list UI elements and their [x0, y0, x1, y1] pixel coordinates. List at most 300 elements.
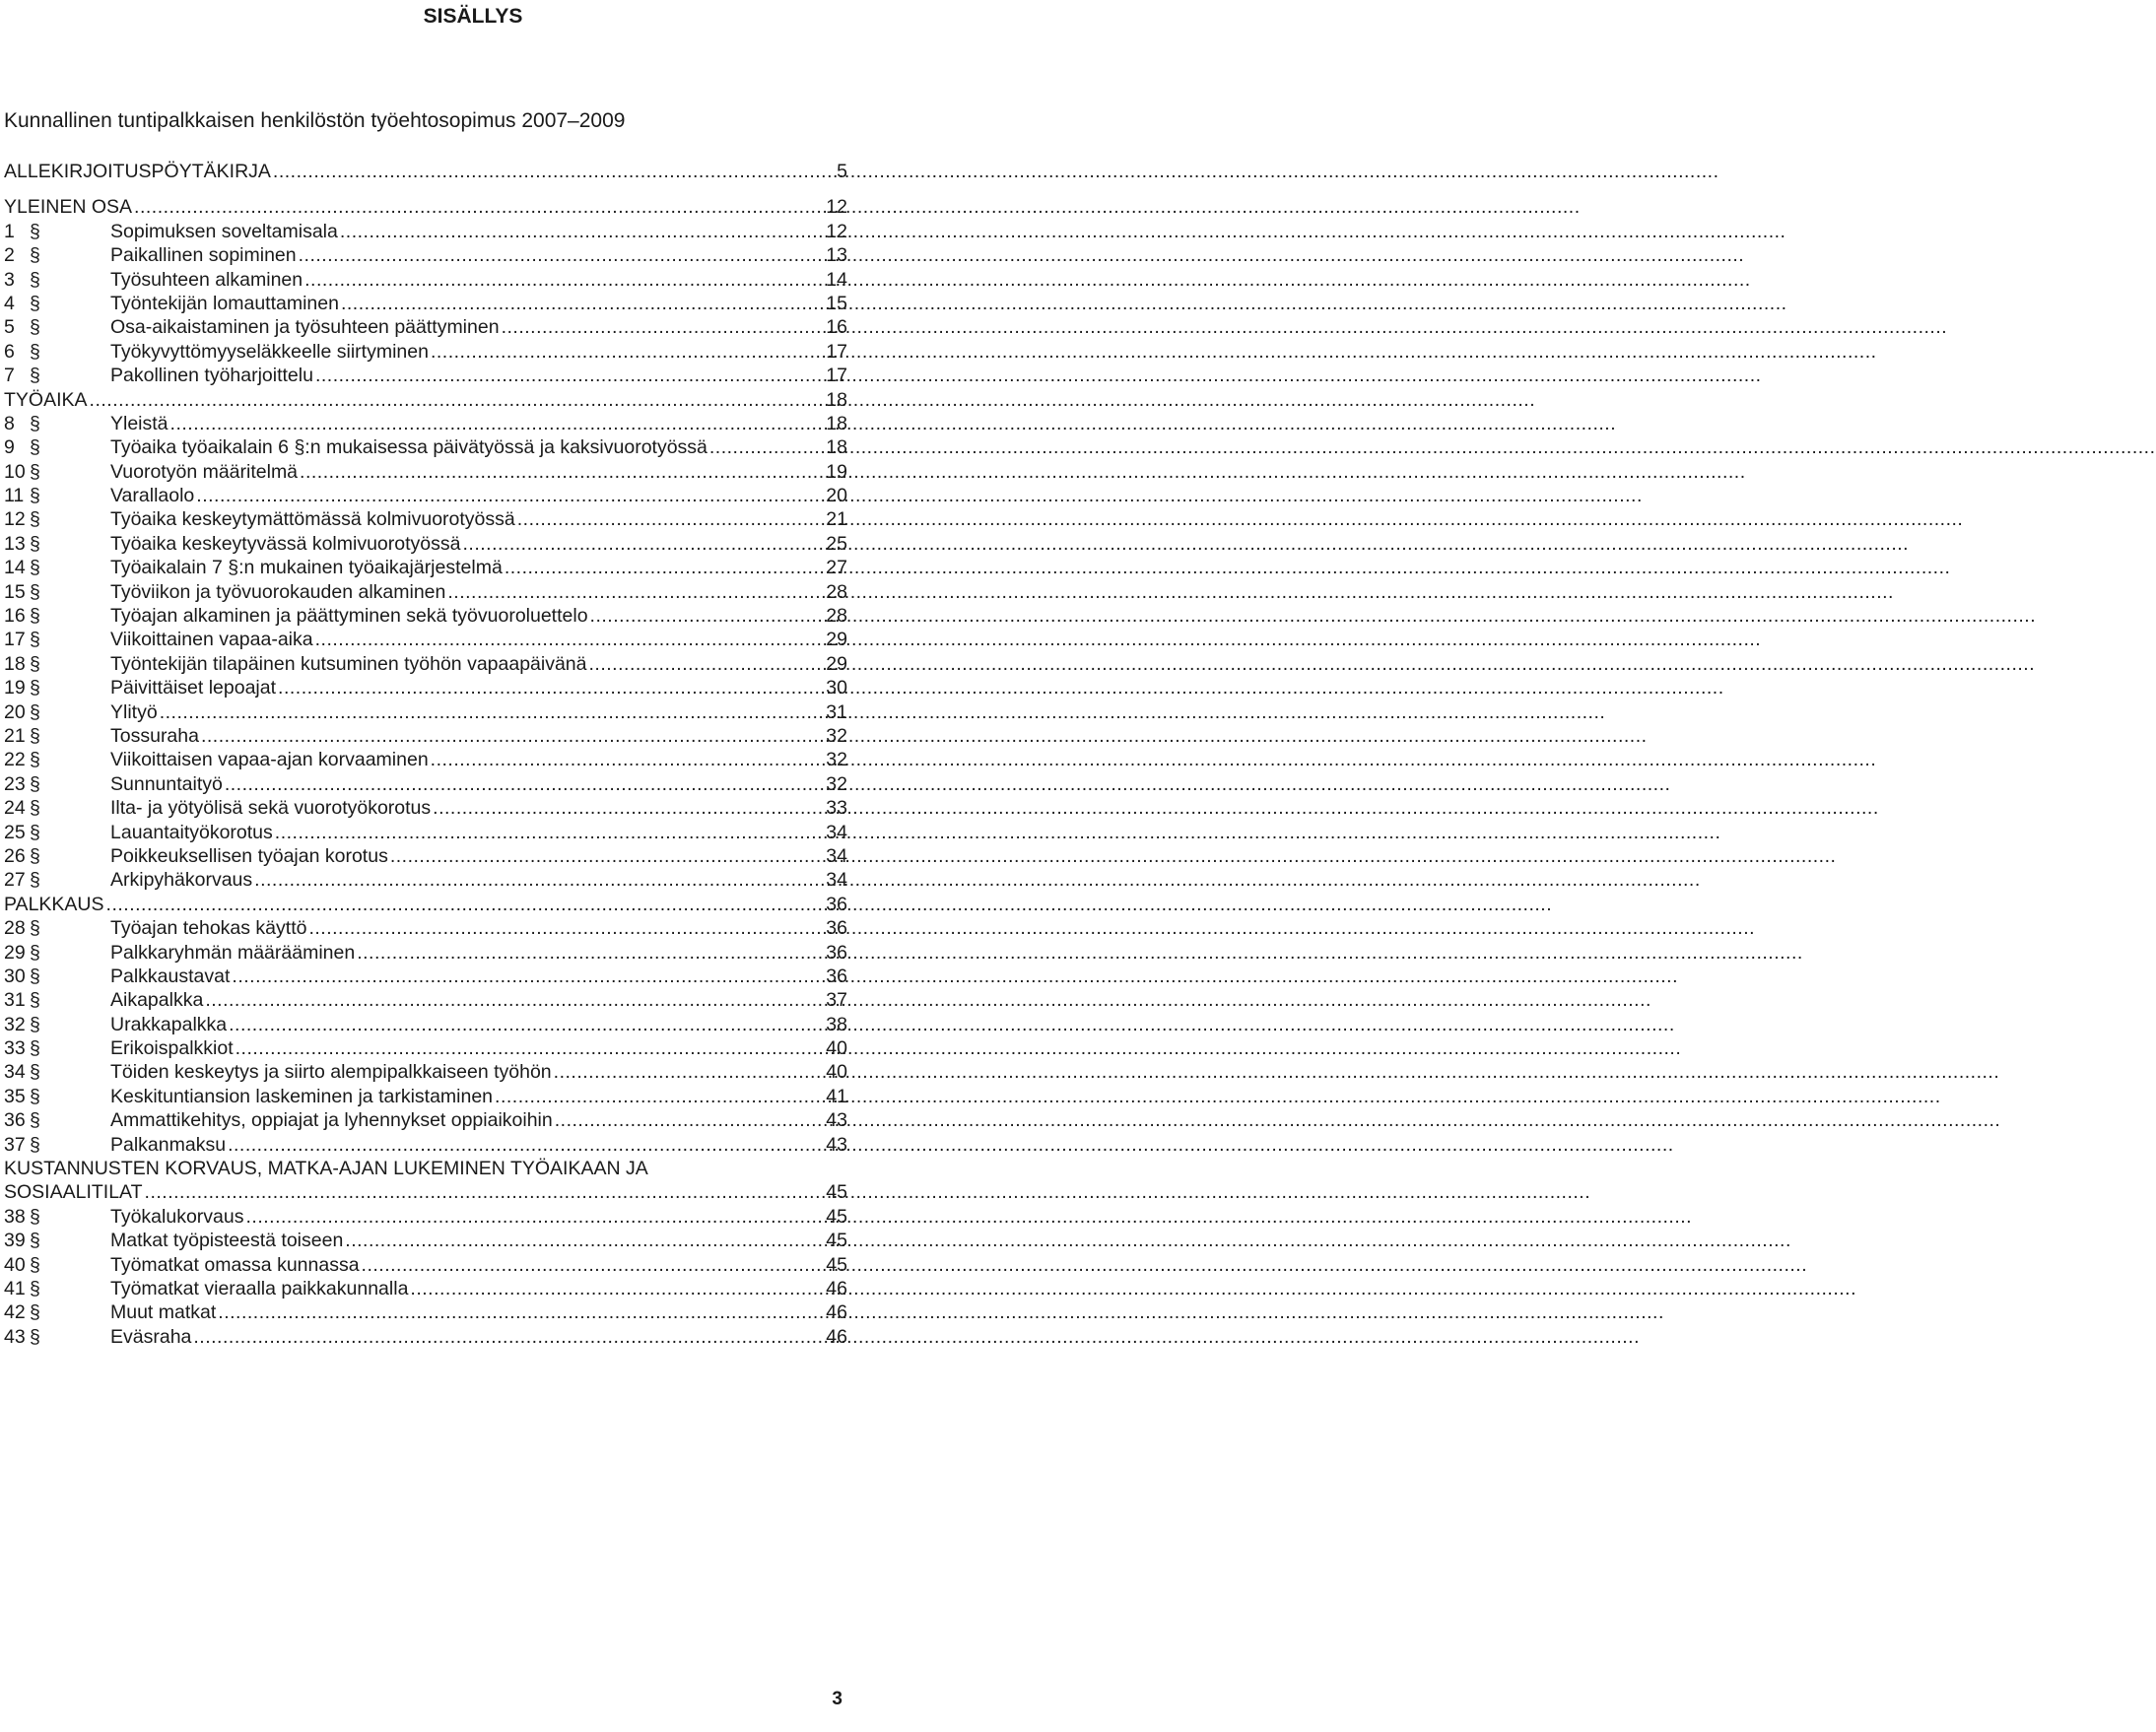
toc-entry[interactable] [4, 1036, 847, 1060]
section-number [4, 724, 110, 748]
toc-entry[interactable] [4, 1325, 847, 1349]
entry-title: Työaikalain 7 §:n mukainen työaikajärjestelmä [110, 557, 503, 579]
section-sign: § [30, 580, 40, 603]
entry-title: Arkipyhäkorvaus [110, 869, 253, 892]
toc-entry[interactable] [4, 580, 847, 604]
section-number [4, 916, 110, 940]
entry-title: Sunnuntaityö [110, 772, 223, 795]
section-number-value: 28 [4, 917, 26, 940]
entry-title: Työmatkat omassa kunnassa [110, 1253, 360, 1276]
entry-page-number: 19 [826, 460, 847, 483]
entry-page-number: 29 [826, 652, 847, 675]
entry-title: Töiden keskeytys ja siirto alempipalkkaiseen työhön [110, 1061, 552, 1084]
section-number-value: 42 [4, 1301, 26, 1324]
section-sign: § [30, 1013, 40, 1035]
entry-title: Ammattikehitys, oppiajat ja lyhennykset oppiaikoihin [110, 1109, 553, 1132]
dot-leader [553, 1108, 825, 1132]
section-number-value: 34 [4, 1061, 26, 1084]
section-number [4, 700, 110, 724]
table-of-contents [4, 160, 847, 1349]
entry-title: SOSIAALITILAT [4, 1181, 143, 1204]
toc-entry[interactable] [4, 1229, 847, 1252]
entry-title: Sopimuksen soveltamisala [110, 220, 338, 242]
entry-page-number: 37 [826, 989, 847, 1012]
entry-page-number: 38 [826, 1013, 847, 1035]
section-sign: § [30, 749, 40, 771]
dot-leader [587, 652, 825, 676]
entry-title: Työajan alkaminen ja päättyminen sekä työvuoroluettelo [110, 605, 588, 628]
entry-page-number: 43 [826, 1133, 847, 1156]
dot-leader [143, 1180, 825, 1204]
section-sign: § [30, 1230, 40, 1252]
section-number [4, 1013, 110, 1036]
toc-entry[interactable] [4, 748, 847, 771]
entry-page-number: 27 [826, 557, 847, 579]
section-number [4, 580, 110, 604]
entry-page-number: 15 [826, 292, 847, 314]
dot-leader [234, 1036, 825, 1060]
section-number [4, 1229, 110, 1252]
dot-leader [500, 315, 825, 339]
dot-leader [191, 1325, 824, 1349]
dot-leader [429, 748, 825, 771]
toc-entry[interactable] [4, 1085, 847, 1108]
section-sign: § [30, 629, 40, 651]
entry-title: Työmatkat vieraalla paikkakunnalla [110, 1277, 409, 1299]
toc-section-heading-line: KUSTANNUSTEN KORVAUS, MATKA-AJAN LUKEMINEN TYÖAIKAAN JA [4, 1158, 648, 1180]
entry-page-number: 25 [826, 532, 847, 555]
page-number: 3 [832, 1689, 842, 1709]
toc-entry[interactable] [4, 796, 847, 820]
section-sign: § [30, 869, 40, 892]
section-sign: § [30, 412, 40, 434]
section-number [4, 1205, 110, 1229]
toc-entry[interactable] [4, 556, 847, 579]
toc-entry[interactable] [4, 916, 847, 940]
entry-title: Paikallinen sopiminen [110, 244, 297, 267]
entry-title: PALKKAUS [4, 893, 104, 915]
toc-entry[interactable] [4, 412, 847, 435]
entry-title: Tossuraha [110, 724, 199, 747]
section-sign: § [30, 1253, 40, 1276]
entry-title: Lauantaityökorotus [110, 821, 273, 843]
section-number [4, 652, 110, 676]
entry-page-number: 36 [826, 941, 847, 964]
dot-leader [168, 412, 825, 435]
dot-leader [552, 1060, 825, 1084]
section-sign: § [30, 460, 40, 483]
toc-entry[interactable] [4, 1060, 847, 1084]
section-number-value: 3 [4, 268, 15, 291]
toc-entry[interactable] [4, 460, 847, 484]
section-sign: § [30, 436, 40, 459]
section-sign: § [30, 917, 40, 940]
entry-page-number: 12 [826, 220, 847, 242]
dot-leader [298, 460, 824, 484]
entry-page-number: 18 [826, 436, 847, 459]
toc-entry[interactable] [4, 821, 847, 844]
section-number [4, 340, 110, 364]
entry-page-number: 45 [826, 1205, 847, 1228]
dot-leader [338, 220, 824, 243]
entry-page-number: 34 [826, 821, 847, 843]
toc-entry[interactable] [4, 604, 847, 628]
section-number [4, 364, 110, 387]
entry-title: Palkanmaksu [110, 1133, 227, 1156]
dot-leader [199, 724, 824, 748]
toc-section-heading[interactable] [4, 893, 847, 916]
section-number [4, 556, 110, 579]
toc-entry[interactable] [4, 340, 847, 364]
section-number [4, 988, 110, 1012]
toc-entry[interactable] [4, 1133, 847, 1157]
entry-title: Palkkaryhmän määrääminen [110, 941, 356, 964]
document-heading: Kunnallinen tuntipalkkaisen henkilöstön työehtosopimus 2007–2009 [4, 109, 626, 132]
section-sign: § [30, 989, 40, 1012]
section-number-value: 41 [4, 1277, 26, 1299]
section-number [4, 484, 110, 507]
entry-page-number: 31 [826, 700, 847, 723]
section-number [4, 435, 110, 459]
toc-entry[interactable] [4, 1013, 847, 1036]
entry-page-number: 33 [826, 797, 847, 820]
entry-title: Varallaolo [110, 485, 195, 507]
toc-entry[interactable] [4, 315, 847, 339]
toc-entry[interactable] [4, 292, 847, 315]
section-sign: § [30, 1109, 40, 1132]
entry-page-number: 18 [826, 388, 847, 411]
section-number [4, 965, 110, 988]
toc-entry[interactable] [4, 868, 847, 892]
section-number-value: 31 [4, 989, 26, 1012]
entry-title: Osa-aikaistaminen ja työsuhteen päättyminen [110, 316, 500, 339]
section-number-value: 15 [4, 580, 26, 603]
entry-page-number: 17 [826, 365, 847, 387]
entry-title: Eväsraha [110, 1325, 192, 1348]
section-sign: § [30, 1061, 40, 1084]
entry-page-number: 12 [826, 196, 847, 219]
section-number-value: 10 [4, 460, 26, 483]
entry-page-number: 36 [826, 893, 847, 915]
toc-entry[interactable] [4, 1300, 847, 1324]
section-number-value: 24 [4, 797, 26, 820]
entry-title: Työaika keskeytyvässä kolmivuorotyössä [110, 532, 461, 555]
section-number [4, 1108, 110, 1132]
toc-entry[interactable] [4, 628, 847, 651]
entry-title: Ylityö [110, 700, 158, 723]
section-number [4, 1277, 110, 1300]
entry-title: Päivittäiset lepoajat [110, 677, 277, 699]
section-number-value: 39 [4, 1230, 26, 1252]
section-number-value: 43 [4, 1325, 26, 1348]
dot-leader [588, 604, 825, 628]
section-sign: § [30, 844, 40, 867]
section-number [4, 748, 110, 771]
entry-page-number: 45 [826, 1253, 847, 1276]
entry-page-number: 40 [826, 1037, 847, 1060]
entry-page-number: 14 [826, 268, 847, 291]
entry-title: Poikkeuksellisen työajan korotus [110, 844, 388, 867]
dot-leader [431, 796, 824, 820]
section-number-value: 11 [4, 485, 25, 507]
entry-page-number: 34 [826, 844, 847, 867]
section-number-value: 27 [4, 869, 26, 892]
dot-leader [388, 844, 824, 868]
section-number [4, 460, 110, 484]
dot-leader [408, 1277, 824, 1300]
toc-entry[interactable] [4, 532, 847, 556]
dot-leader [313, 364, 824, 387]
entry-page-number: 45 [826, 1230, 847, 1252]
toc-entry[interactable] [4, 268, 847, 292]
dot-leader [339, 292, 824, 315]
entry-title: Viikoittainen vapaa-aika [110, 629, 313, 651]
dot-leader [343, 1229, 824, 1252]
section-sign: § [30, 365, 40, 387]
entry-page-number: 46 [826, 1325, 847, 1348]
entry-title: Työajan tehokas käyttö [110, 917, 307, 940]
entry-title: Työsuhteen alkaminen [110, 268, 303, 291]
section-sign: § [30, 797, 40, 820]
entry-page-number: 41 [826, 1085, 847, 1107]
section-number-value: 23 [4, 772, 26, 795]
dot-leader [216, 1300, 824, 1324]
section-number [4, 315, 110, 339]
section-number [4, 292, 110, 315]
dot-leader [252, 868, 824, 892]
section-number [4, 821, 110, 844]
section-number [4, 243, 110, 267]
section-sign: § [30, 941, 40, 964]
entry-page-number: 29 [826, 629, 847, 651]
section-sign: § [30, 1133, 40, 1156]
section-number-value: 40 [4, 1253, 26, 1276]
toc-section-heading[interactable] [4, 195, 847, 219]
toc-entry[interactable] [4, 1108, 847, 1132]
section-sign: § [30, 1277, 40, 1299]
entry-title: YLEINEN OSA [4, 196, 133, 219]
entry-page-number: 36 [826, 917, 847, 940]
toc-entry[interactable] [4, 243, 847, 267]
section-number-value: 29 [4, 941, 26, 964]
dot-leader [276, 676, 824, 699]
section-number [4, 676, 110, 699]
section-number [4, 796, 110, 820]
section-number-value: 22 [4, 749, 26, 771]
section-sign: § [30, 1301, 40, 1324]
section-sign: § [30, 1037, 40, 1060]
toc-entry[interactable] [4, 364, 847, 387]
toc-section-heading[interactable] [4, 388, 847, 412]
dot-leader [243, 1205, 824, 1229]
section-sign: § [30, 1205, 40, 1228]
toc-entry[interactable] [4, 1253, 847, 1277]
entry-title: Yleistä [110, 412, 168, 434]
dot-leader [132, 195, 824, 219]
section-sign: § [30, 821, 40, 843]
entry-page-number: 16 [826, 316, 847, 339]
section-number [4, 1325, 110, 1349]
toc-entry[interactable] [4, 941, 847, 965]
section-sign: § [30, 700, 40, 723]
dot-leader [158, 700, 825, 724]
entry-title: Keskituntiansion laskeminen ja tarkistaminen [110, 1085, 494, 1107]
section-number [4, 220, 110, 243]
section-number-value: 5 [4, 316, 15, 339]
entry-title: Pakollinen työharjoittelu [110, 365, 313, 387]
toc-section-heading[interactable] [4, 160, 847, 183]
section-sign: § [30, 268, 40, 291]
toc-entry[interactable] [4, 676, 847, 699]
dot-leader [493, 1085, 824, 1108]
entry-page-number: 17 [826, 340, 847, 363]
dot-leader [355, 941, 824, 965]
toc-entry[interactable] [4, 652, 847, 676]
entry-page-number: 5 [837, 161, 847, 182]
section-number [4, 772, 110, 796]
entry-title: Urakkapalkka [110, 1013, 228, 1035]
toc-entry[interactable] [4, 965, 847, 988]
section-number [4, 412, 110, 435]
entry-title: Työkalukorvaus [110, 1205, 244, 1228]
entry-title: ALLEKIRJOITUSPÖYTÄKIRJA [4, 161, 271, 182]
section-number-value: 13 [4, 532, 26, 555]
section-number-value: 9 [4, 436, 15, 459]
section-number [4, 941, 110, 965]
entry-page-number: 32 [826, 724, 847, 747]
dot-leader [429, 340, 824, 364]
toc-section-heading[interactable] [4, 1180, 847, 1204]
entry-title: Matkat työpisteestä toiseen [110, 1230, 344, 1252]
toc-entry[interactable] [4, 700, 847, 724]
entry-title: Ilta- ja yötyölisä sekä vuorotyökorotus [110, 797, 432, 820]
toc-entry[interactable] [4, 1205, 847, 1229]
entry-page-number: 43 [826, 1109, 847, 1132]
dot-leader [445, 580, 824, 604]
entry-page-number: 32 [826, 772, 847, 795]
section-number [4, 1085, 110, 1108]
entry-page-number: 45 [826, 1181, 847, 1204]
section-number [4, 844, 110, 868]
entry-page-number: 18 [826, 412, 847, 434]
section-number-value: 33 [4, 1037, 26, 1060]
section-number-value: 21 [4, 724, 26, 747]
section-sign: § [30, 557, 40, 579]
section-number [4, 1300, 110, 1324]
section-sign: § [30, 316, 40, 339]
section-number [4, 532, 110, 556]
section-number-value: 17 [4, 629, 26, 651]
section-sign: § [30, 532, 40, 555]
toc-entry[interactable] [4, 220, 847, 243]
entry-page-number: 28 [826, 605, 847, 628]
toc-entry[interactable] [4, 507, 847, 531]
section-number-value: 36 [4, 1109, 26, 1132]
section-sign: § [30, 292, 40, 314]
entry-title: Työntekijän lomauttaminen [110, 292, 339, 314]
section-number [4, 1133, 110, 1157]
dot-leader [515, 507, 825, 531]
dot-leader [707, 435, 824, 459]
section-number-value: 8 [4, 412, 15, 434]
toc-entry[interactable] [4, 844, 847, 868]
entry-title: Työaika keskeytymättömässä kolmivuorotyössä [110, 508, 515, 531]
section-number-value: 12 [4, 508, 26, 531]
entry-page-number: 28 [826, 580, 847, 603]
section-number [4, 507, 110, 531]
section-number-value: 26 [4, 844, 26, 867]
section-number [4, 1036, 110, 1060]
entry-title: Työkyvyttömyyseläkkeelle siirtyminen [110, 340, 429, 363]
section-number-value: 2 [4, 244, 15, 267]
section-sign: § [30, 244, 40, 267]
section-sign: § [30, 1325, 40, 1348]
entry-title: TYÖAIKA [4, 388, 88, 411]
section-number-value: 7 [4, 365, 15, 387]
dot-leader [306, 916, 824, 940]
entry-page-number: 46 [826, 1277, 847, 1299]
section-number [4, 1060, 110, 1084]
section-number-value: 6 [4, 340, 15, 363]
section-sign: § [30, 220, 40, 242]
section-number-value: 14 [4, 557, 26, 579]
section-number-value: 32 [4, 1013, 26, 1035]
section-number-value: 38 [4, 1205, 26, 1228]
section-number [4, 604, 110, 628]
toc-entry[interactable] [4, 435, 847, 459]
entry-page-number: 34 [826, 869, 847, 892]
toc-entry[interactable] [4, 484, 847, 507]
dot-leader [503, 556, 824, 579]
section-sign: § [30, 1085, 40, 1107]
section-number [4, 868, 110, 892]
entry-page-number: 40 [826, 1061, 847, 1084]
section-number-value: 30 [4, 965, 26, 987]
toc-entry[interactable] [4, 724, 847, 748]
section-sign: § [30, 965, 40, 987]
toc-entry[interactable] [4, 772, 847, 796]
dot-leader [360, 1253, 825, 1277]
dot-leader [88, 388, 825, 412]
toc-entry[interactable] [4, 988, 847, 1012]
entry-title: Muut matkat [110, 1301, 217, 1324]
entry-page-number: 46 [826, 1301, 847, 1324]
entry-page-number: 21 [826, 508, 847, 531]
entry-title: Aikapalkka [110, 989, 204, 1012]
toc-entry[interactable] [4, 1277, 847, 1300]
dot-leader [203, 988, 824, 1012]
dot-leader [303, 268, 824, 292]
dot-leader [223, 772, 824, 796]
dot-leader [226, 1133, 824, 1157]
section-number [4, 1253, 110, 1277]
section-number-value: 16 [4, 605, 26, 628]
entry-title: Vuorotyön määritelmä [110, 460, 299, 483]
entry-page-number: 36 [826, 965, 847, 987]
section-number [4, 268, 110, 292]
page-title: SISÄLLYS [423, 5, 523, 28]
dot-leader [104, 893, 825, 916]
section-sign: § [30, 605, 40, 628]
section-number-value: 1 [4, 220, 15, 242]
entry-title: Palkkaustavat [110, 965, 231, 987]
entry-page-number: 30 [826, 677, 847, 699]
dot-leader [313, 628, 825, 651]
section-sign: § [30, 508, 40, 531]
entry-title: Erikoispalkkiot [110, 1037, 234, 1060]
section-sign: § [30, 724, 40, 747]
section-number-value: 35 [4, 1085, 26, 1107]
